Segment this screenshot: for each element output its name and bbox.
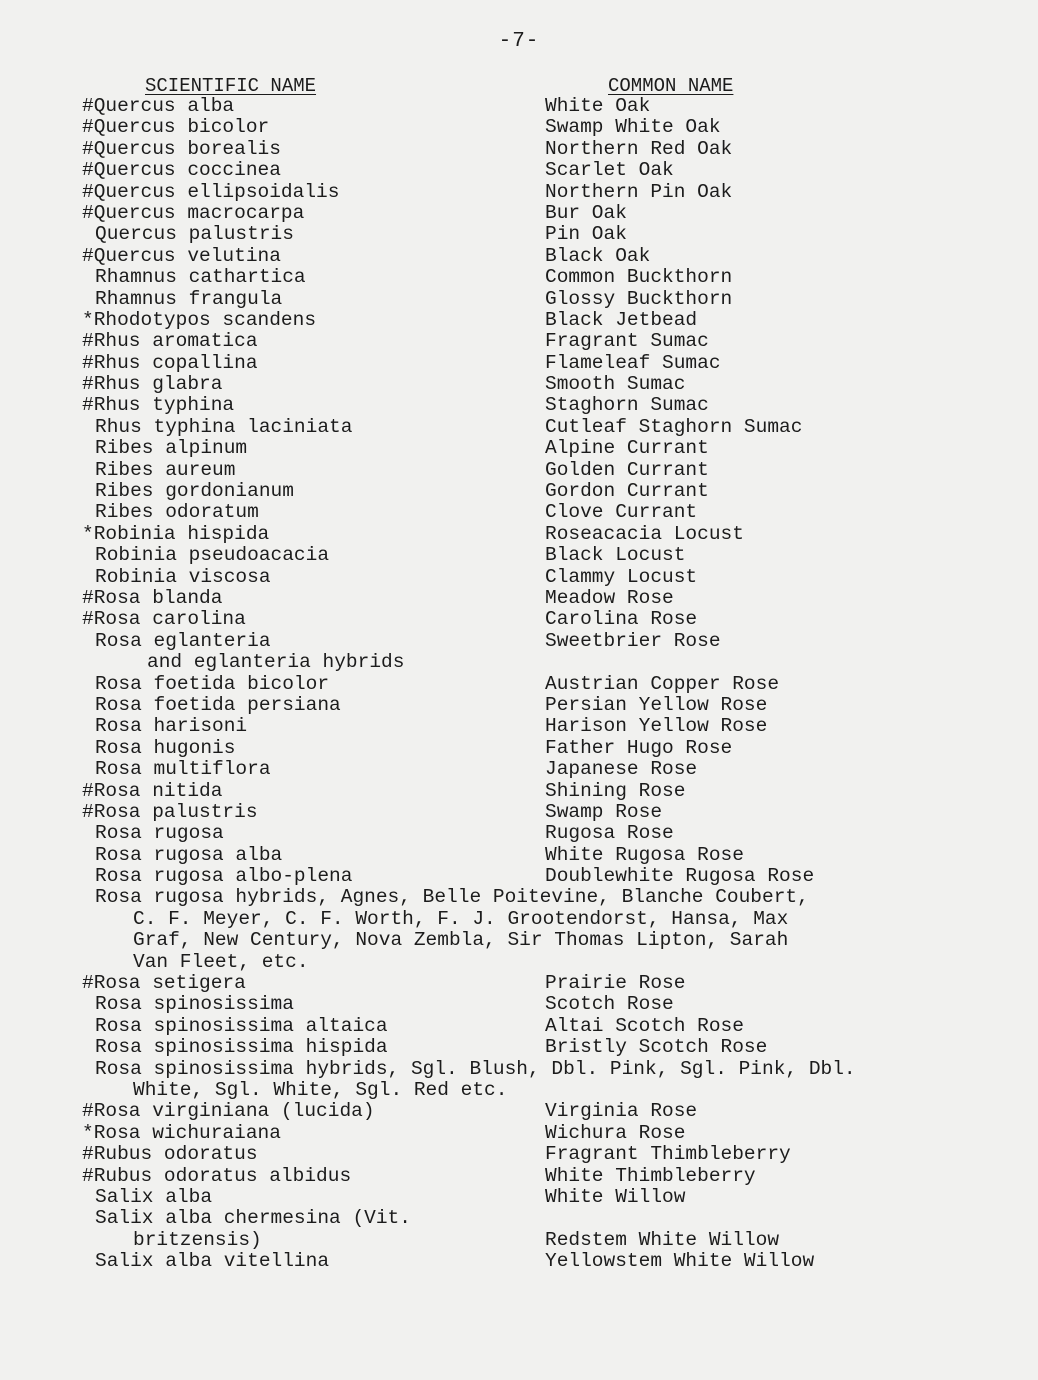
list-item <box>82 738 1012 759</box>
list-item <box>82 674 1012 695</box>
list-item <box>82 1123 1012 1144</box>
scientific-name: Rosa rugosa <box>95 822 224 845</box>
list-item <box>82 695 1012 716</box>
list-item <box>82 1016 1012 1037</box>
common-name: Northern Red Oak <box>545 137 733 160</box>
common-name: Glossy Buckthorn <box>545 287 733 310</box>
scientific-name: Rosa spinosissima <box>95 993 294 1016</box>
list-item <box>82 609 1012 630</box>
list-item <box>82 759 1012 780</box>
scientific-name: Rosa eglanteria <box>95 629 271 652</box>
scientific-name: #Rosa virginiana (lucida) <box>82 1100 375 1123</box>
list-item <box>82 823 1012 844</box>
scientific-name: Robinia viscosa <box>95 565 271 588</box>
scientific-name: Ribes alpinum <box>95 437 248 460</box>
list-item <box>82 781 1012 802</box>
list-item <box>82 952 1012 973</box>
scientific-name-header: SCIENTIFIC NAME <box>145 75 317 97</box>
list-item <box>82 887 1012 908</box>
continuation-text: Van Fleet, etc. <box>133 950 309 973</box>
list-item <box>82 460 1012 481</box>
list-item <box>82 524 1012 545</box>
list-item <box>82 1166 1012 1187</box>
common-name: Staghorn Sumac <box>545 394 709 417</box>
scientific-name: Rhamnus cathartica <box>95 266 306 289</box>
list-item <box>82 96 1012 117</box>
scientific-name: Rosa foetida persiana <box>95 693 341 716</box>
scientific-name: #Rhus typhina <box>82 394 235 417</box>
continuation-text: britzensis) <box>133 1228 262 1251</box>
list-item <box>82 139 1012 160</box>
scientific-name: Rosa spinosissima altaica <box>95 1014 388 1037</box>
list-item <box>82 502 1012 523</box>
list-item <box>82 1208 1012 1229</box>
common-name: Fragrant Thimbleberry <box>545 1143 791 1166</box>
common-name: Prairie Rose <box>545 972 686 995</box>
list-item <box>82 1059 1012 1080</box>
continuation-text: White, Sgl. White, Sgl. Red etc. <box>133 1078 508 1101</box>
common-name: Shining Rose <box>545 779 686 802</box>
common-name: White Willow <box>545 1185 686 1208</box>
list-item <box>82 353 1012 374</box>
list-item <box>82 866 1012 887</box>
list-item <box>82 117 1012 138</box>
scientific-name: #Quercus bicolor <box>82 116 270 139</box>
scientific-name: #Rubus odoratus albidus <box>82 1164 352 1187</box>
common-name-header: COMMON NAME <box>608 75 734 97</box>
list-item <box>82 417 1012 438</box>
list-item <box>82 588 1012 609</box>
common-name: Golden Currant <box>545 458 709 481</box>
scientific-name: *Rosa wichuraiana <box>82 1121 281 1144</box>
list-item <box>82 1144 1012 1165</box>
common-name: Father Hugo Rose <box>545 736 733 759</box>
common-name: Austrian Copper Rose <box>545 672 780 695</box>
common-name: Pin Oak <box>545 223 627 246</box>
common-name: White Rugosa Rose <box>545 843 744 866</box>
list-item <box>82 631 1012 652</box>
scientific-name: #Quercus ellipsoidalis <box>82 180 340 203</box>
list-item <box>82 652 1012 673</box>
continuation-text: C. F. Meyer, C. F. Worth, F. J. Grootendorst, Hansa, Max <box>133 907 789 930</box>
scientific-name: Rosa spinosissima hispida <box>95 1036 388 1059</box>
scientific-name: Salix alba vitellina <box>95 1250 330 1273</box>
scientific-name: *Robinia hispida <box>82 522 270 545</box>
common-name: Rugosa Rose <box>545 822 674 845</box>
common-name: Flameleaf Sumac <box>545 351 721 374</box>
common-name: Meadow Rose <box>545 586 674 609</box>
list-item <box>82 224 1012 245</box>
scientific-name: #Rosa blanda <box>82 586 223 609</box>
scientific-name: Robinia pseudoacacia <box>95 544 330 567</box>
scientific-name: #Rhus aromatica <box>82 330 258 353</box>
plant-list <box>82 96 1012 1272</box>
scientific-name: #Rosa carolina <box>82 608 246 631</box>
list-item <box>82 438 1012 459</box>
common-name: Sweetbrier Rose <box>545 629 721 652</box>
common-name: Cutleaf Staghorn Sumac <box>545 415 803 438</box>
common-name: Common Buckthorn <box>545 266 733 289</box>
common-name: Black Oak <box>545 244 651 267</box>
list-item <box>82 930 1012 951</box>
list-item <box>82 182 1012 203</box>
scientific-name: Rosa hugonis <box>95 736 236 759</box>
list-item <box>82 310 1012 331</box>
list-item <box>82 374 1012 395</box>
list-item <box>82 567 1012 588</box>
scientific-name: Rosa rugosa alba <box>95 843 283 866</box>
common-name: Harison Yellow Rose <box>545 715 768 738</box>
scientific-name: #Rhus glabra <box>82 373 223 396</box>
scientific-name: Ribes gordonianum <box>95 480 294 503</box>
continuation-text: and eglanteria hybrids <box>147 651 405 674</box>
common-name: Clove Currant <box>545 501 698 524</box>
common-name: Black Jetbead <box>545 308 698 331</box>
list-item <box>82 1230 1012 1251</box>
scientific-name: #Quercus macrocarpa <box>82 201 305 224</box>
list-item <box>82 1101 1012 1122</box>
list-item <box>82 716 1012 737</box>
common-name: Clammy Locust <box>545 565 698 588</box>
list-item <box>82 909 1012 930</box>
common-name: Altai Scotch Rose <box>545 1014 744 1037</box>
list-item <box>82 1251 1012 1272</box>
scientific-name: Rhus typhina laciniata <box>95 415 353 438</box>
scientific-name: Rhamnus frangula <box>95 287 283 310</box>
common-name: Fragrant Sumac <box>545 330 709 353</box>
list-item <box>82 1080 1012 1101</box>
list-item <box>82 289 1012 310</box>
scientific-name: #Rhus copallina <box>82 351 258 374</box>
common-name: White Oak <box>545 95 651 117</box>
list-item <box>82 481 1012 502</box>
common-name: Bristly Scotch Rose <box>545 1036 768 1059</box>
list-item <box>82 395 1012 416</box>
list-item <box>82 246 1012 267</box>
page-number: -7- <box>498 30 540 53</box>
scientific-name: #Quercus coccinea <box>82 159 281 182</box>
scientific-name-long: Rosa spinosissima hybrids, Sgl. Blush, Dbl. Pink, Sgl. Pink, Dbl. <box>95 1057 856 1080</box>
common-name: Redstem White Willow <box>545 1228 780 1251</box>
common-name: Persian Yellow Rose <box>545 693 768 716</box>
common-name: Gordon Currant <box>545 480 709 503</box>
scientific-name: #Rubus odoratus <box>82 1143 258 1166</box>
common-name: Virginia Rose <box>545 1100 698 1123</box>
list-item <box>82 203 1012 224</box>
scientific-name: Rosa foetida bicolor <box>95 672 330 695</box>
scientific-name-long: Rosa rugosa hybrids, Agnes, Belle Poitevine, Blanche Coubert, <box>95 886 809 909</box>
scientific-name: Rosa multiflora <box>95 758 271 781</box>
common-name: Scotch Rose <box>545 993 674 1016</box>
scientific-name: Rosa rugosa albo-plena <box>95 865 353 888</box>
list-item <box>82 1037 1012 1058</box>
list-item <box>82 160 1012 181</box>
scientific-name: Salix alba chermesina (Vit. <box>95 1207 411 1230</box>
list-item <box>82 545 1012 566</box>
list-item <box>82 1187 1012 1208</box>
common-name: Wichura Rose <box>545 1121 686 1144</box>
scientific-name: #Quercus alba <box>82 95 235 117</box>
common-name: Swamp Rose <box>545 800 663 823</box>
scientific-name: Ribes odoratum <box>95 501 259 524</box>
list-item <box>82 994 1012 1015</box>
common-name: Japanese Rose <box>545 758 698 781</box>
scientific-name: Rosa harisoni <box>95 715 248 738</box>
common-name: Doublewhite Rugosa Rose <box>545 865 815 888</box>
common-name: Scarlet Oak <box>545 159 674 182</box>
scientific-name: *Rhodotypos scandens <box>82 308 317 331</box>
scientific-name: Quercus palustris <box>95 223 294 246</box>
common-name: Northern Pin Oak <box>545 180 733 203</box>
common-name: White Thimbleberry <box>545 1164 756 1187</box>
common-name: Roseacacia Locust <box>545 522 744 545</box>
common-name: Bur Oak <box>545 201 627 224</box>
common-name: Black Locust <box>545 544 686 567</box>
continuation-text: Graf, New Century, Nova Zembla, Sir Thomas Lipton, Sarah <box>133 929 789 952</box>
common-name: Smooth Sumac <box>545 373 686 396</box>
scientific-name: Salix alba <box>95 1185 213 1208</box>
scientific-name: #Quercus velutina <box>82 244 281 267</box>
list-item <box>82 267 1012 288</box>
list-item <box>82 845 1012 866</box>
scientific-name: #Rosa palustris <box>82 800 258 823</box>
scientific-name: #Rosa nitida <box>82 779 223 802</box>
list-item <box>82 802 1012 823</box>
common-name: Yellowstem White Willow <box>545 1250 815 1273</box>
list-item <box>82 973 1012 994</box>
list-item <box>82 331 1012 352</box>
common-name: Carolina Rose <box>545 608 698 631</box>
common-name: Alpine Currant <box>545 437 709 460</box>
scientific-name: #Rosa setigera <box>82 972 246 995</box>
common-name: Swamp White Oak <box>545 116 721 139</box>
scientific-name: #Quercus borealis <box>82 137 281 160</box>
scientific-name: Ribes aureum <box>95 458 236 481</box>
